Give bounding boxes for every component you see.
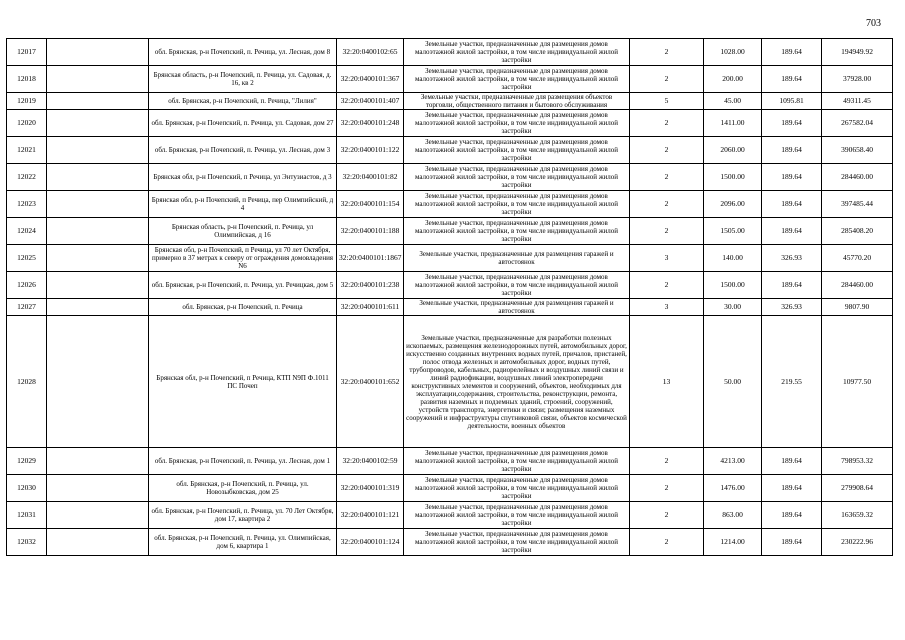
area-cell: 140.00 [704, 245, 762, 272]
blank-cell [47, 39, 149, 66]
address-cell: обл. Брянская, р-н Почепский, п. Речица, ул. Лесная, дом 3 [149, 137, 337, 164]
group-cell: 2 [630, 66, 704, 93]
address-cell: Брянская область, р-н Почепский, п. Речица, ул Олимпийская, д 16 [149, 218, 337, 245]
table-row [7, 448, 893, 475]
group-cell: 2 [630, 39, 704, 66]
land-category-cell: Земельные участки, предназначенные для размещения домов малоэтажной жилой застройки, в том числе индивидуальной жилой застройки [404, 448, 630, 475]
table-row [7, 245, 893, 272]
rate-cell: 189.64 [762, 66, 822, 93]
blank-cell [47, 93, 149, 110]
rate-cell: 1095.81 [762, 93, 822, 110]
cadastral-value-cell: 49311.45 [822, 93, 893, 110]
address-cell: Брянская обл, р-н Почепский, п Речица, ул Энтузиастов, д 3 [149, 164, 337, 191]
cadastral-number-cell: 32:20:0400101:122 [337, 137, 404, 164]
land-category-cell: Земельные участки, предназначенные для размещения гаражей и автостоянок [404, 299, 630, 316]
area-cell: 1411.00 [704, 110, 762, 137]
rate-cell: 189.64 [762, 137, 822, 164]
group-cell: 2 [630, 475, 704, 502]
address-cell: обл. Брянская, р-н Почепский, п. Речица, ул. Олимпийская, дом 6, квартира 1 [149, 529, 337, 556]
cadastral-value-cell: 267582.04 [822, 110, 893, 137]
row-number-cell: 12031 [7, 502, 47, 529]
land-category-cell: Земельные участки, предназначенные для размещения домов малоэтажной жилой застройки, в том числе индивидуальной жилой застройки [404, 475, 630, 502]
row-number-cell: 12022 [7, 164, 47, 191]
blank-cell [47, 272, 149, 299]
row-number-cell: 12021 [7, 137, 47, 164]
cadastral-value-cell: 230222.96 [822, 529, 893, 556]
group-cell: 2 [630, 448, 704, 475]
rate-cell: 219.55 [762, 316, 822, 448]
group-cell: 2 [630, 164, 704, 191]
row-number-cell: 12030 [7, 475, 47, 502]
land-category-cell: Земельные участки, предназначенные для размещения домов малоэтажной жилой застройки, в том числе индивидуальной жилой застройки [404, 66, 630, 93]
cadastral-value-cell: 285408.20 [822, 218, 893, 245]
row-number-cell: 12029 [7, 448, 47, 475]
address-cell: Брянская область, р-н Почепский, п. Речица, ул. Садовая, д. 16, кв 2 [149, 66, 337, 93]
land-category-cell: Земельные участки, предназначенные для размещения домов малоэтажной жилой застройки, в том числе индивидуальной жилой застройки [404, 218, 630, 245]
group-cell: 2 [630, 529, 704, 556]
page-number: 703 [866, 18, 881, 29]
area-cell: 4213.00 [704, 448, 762, 475]
land-category-cell: Земельные участки, предназначенные для размещения домов малоэтажной жилой застройки, в том числе индивидуальной жилой застройки [404, 272, 630, 299]
row-number-cell: 12019 [7, 93, 47, 110]
area-cell: 45.00 [704, 93, 762, 110]
area-cell: 200.00 [704, 66, 762, 93]
cadastral-number-cell: 32:20:0400102:59 [337, 448, 404, 475]
address-cell: обл. Брянская, р-н Почепский, п. Речица, ул. Речицкая, дом 5 [149, 272, 337, 299]
address-cell: обл. Брянская, р-н Почепский, п. Речица, ул. Садовая, дом 27 [149, 110, 337, 137]
area-cell: 1476.00 [704, 475, 762, 502]
blank-cell [47, 316, 149, 448]
address-cell: обл. Брянская, р-н Почепский, п. Речица, ул. 70 Лет Октября, дом 17, квартира 2 [149, 502, 337, 529]
land-category-cell: Земельные участки, предназначенные для размещения домов малоэтажной жилой застройки, в том числе индивидуальной жилой застройки [404, 164, 630, 191]
table-row [7, 475, 893, 502]
cadastral-value-cell: 279908.64 [822, 475, 893, 502]
group-cell: 3 [630, 299, 704, 316]
table-row [7, 39, 893, 66]
rate-cell: 189.64 [762, 475, 822, 502]
blank-cell [47, 164, 149, 191]
table-row [7, 93, 893, 110]
land-registry-table [6, 38, 893, 556]
address-cell: обл. Брянская, р-н Почепский, п. Речица, ул. Лесная, дом 8 [149, 39, 337, 66]
cadastral-number-cell: 32:20:0400101:82 [337, 164, 404, 191]
cadastral-value-cell: 397485.44 [822, 191, 893, 218]
row-number-cell: 12020 [7, 110, 47, 137]
area-cell: 2060.00 [704, 137, 762, 164]
cadastral-number-cell: 32:20:0400101:1867 [337, 245, 404, 272]
blank-cell [47, 475, 149, 502]
table-row [7, 502, 893, 529]
row-number-cell: 12017 [7, 39, 47, 66]
cadastral-number-cell: 32:20:0400101:154 [337, 191, 404, 218]
land-category-cell: Земельные участки, предназначенные для размещения домов малоэтажной жилой застройки, в том числе индивидуальной жилой застройки [404, 191, 630, 218]
cadastral-value-cell: 10977.50 [822, 316, 893, 448]
address-cell: обл. Брянская, р-н Почепский, п. Речица, "Лилия" [149, 93, 337, 110]
table-row [7, 164, 893, 191]
table-row [7, 191, 893, 218]
blank-cell [47, 218, 149, 245]
group-cell: 2 [630, 110, 704, 137]
table-row [7, 529, 893, 556]
group-cell: 2 [630, 272, 704, 299]
rate-cell: 189.64 [762, 39, 822, 66]
table-row [7, 137, 893, 164]
cadastral-value-cell: 45770.20 [822, 245, 893, 272]
table-row [7, 272, 893, 299]
rate-cell: 189.64 [762, 448, 822, 475]
rate-cell: 326.93 [762, 245, 822, 272]
row-number-cell: 12025 [7, 245, 47, 272]
rate-cell: 189.64 [762, 502, 822, 529]
land-category-cell: Земельные участки, предназначенные для размещения гаражей и автостоянок [404, 245, 630, 272]
group-cell: 2 [630, 137, 704, 164]
cadastral-value-cell: 37928.00 [822, 66, 893, 93]
row-number-cell: 12027 [7, 299, 47, 316]
cadastral-value-cell: 194949.92 [822, 39, 893, 66]
cadastral-number-cell: 32:20:0400101:652 [337, 316, 404, 448]
table-row [7, 218, 893, 245]
land-category-cell: Земельные участки, предназначенные для размещения домов малоэтажной жилой застройки, в том числе индивидуальной жилой застройки [404, 137, 630, 164]
area-cell: 1214.00 [704, 529, 762, 556]
land-category-cell: Земельные участки, предназначенные для размещения домов малоэтажной жилой застройки, в том числе индивидуальной жилой застройки [404, 529, 630, 556]
group-cell: 3 [630, 245, 704, 272]
rate-cell: 189.64 [762, 110, 822, 137]
table-row [7, 299, 893, 316]
address-cell: обл. Брянская, р-н Почепский, п. Речица [149, 299, 337, 316]
cadastral-value-cell: 798953.32 [822, 448, 893, 475]
blank-cell [47, 66, 149, 93]
rate-cell: 189.64 [762, 164, 822, 191]
area-cell: 30.00 [704, 299, 762, 316]
row-number-cell: 12032 [7, 529, 47, 556]
cadastral-number-cell: 32:20:0400101:407 [337, 93, 404, 110]
land-category-cell: Земельные участки, предназначенные для размещения домов малоэтажной жилой застройки, в том числе индивидуальной жилой застройки [404, 502, 630, 529]
blank-cell [47, 137, 149, 164]
blank-cell [47, 245, 149, 272]
rate-cell: 189.64 [762, 218, 822, 245]
cadastral-number-cell: 32:20:0400101:611 [337, 299, 404, 316]
area-cell: 1028.00 [704, 39, 762, 66]
blank-cell [47, 448, 149, 475]
group-cell: 2 [630, 502, 704, 529]
cadastral-number-cell: 32:20:0400101:367 [337, 66, 404, 93]
address-cell: обл. Брянская, р-н Почепский, п. Речица, ул. Новозыбковская, дом 25 [149, 475, 337, 502]
rate-cell: 189.64 [762, 272, 822, 299]
land-category-cell: Земельные участки, предназначенные для разработки полезных ископаемых, размещения железнодорожных путей, автомобильных дорог, искусственно созданных внутренних водных путей, причалов, пристаней, полос отвода железных и автомобильных дорог, водных путей, трубопроводов, кабельных, радиорелейных и воздушных линий связи и линий радиофикации, воздушных линий электропередачи конструктивных элементов и сооружений, объектов, необходимых для эксплуатации,содержания, строительства, реконструкции, ремонта, развития наземных и подземных зданий, строений, сооружений, устройств транспорта, энергетики и связи; размещения наземных сооружений и инфраструктуры спутниковой связи, объектов космической деятельности, военных объектов [404, 316, 630, 448]
row-number-cell: 12028 [7, 316, 47, 448]
cadastral-number-cell: 32:20:0400101:124 [337, 529, 404, 556]
address-cell: Брянская обл, р-н Почепский, п Речица, пер Олимпийский, д 4 [149, 191, 337, 218]
row-number-cell: 12026 [7, 272, 47, 299]
blank-cell [47, 502, 149, 529]
rate-cell: 189.64 [762, 529, 822, 556]
group-cell: 13 [630, 316, 704, 448]
table-body [7, 39, 893, 556]
cadastral-value-cell: 163659.32 [822, 502, 893, 529]
cadastral-value-cell: 284460.00 [822, 272, 893, 299]
cadastral-number-cell: 32:20:0400101:238 [337, 272, 404, 299]
cadastral-number-cell: 32:20:0400101:319 [337, 475, 404, 502]
blank-cell [47, 110, 149, 137]
area-cell: 1500.00 [704, 164, 762, 191]
land-category-cell: Земельные участки, предназначенные для размещения домов малоэтажной жилой застройки, в том числе индивидуальной жилой застройки [404, 110, 630, 137]
cadastral-number-cell: 32:20:0400101:188 [337, 218, 404, 245]
cadastral-value-cell: 390658.40 [822, 137, 893, 164]
blank-cell [47, 299, 149, 316]
row-number-cell: 12023 [7, 191, 47, 218]
rate-cell: 189.64 [762, 191, 822, 218]
area-cell: 50.00 [704, 316, 762, 448]
area-cell: 863.00 [704, 502, 762, 529]
land-category-cell: Земельные участки, предназначенные для размещения домов малоэтажной жилой застройки, в том числе индивидуальной жилой застройки [404, 39, 630, 66]
cadastral-value-cell: 284460.00 [822, 164, 893, 191]
area-cell: 1500.00 [704, 272, 762, 299]
group-cell: 2 [630, 218, 704, 245]
cadastral-value-cell: 9807.90 [822, 299, 893, 316]
table-row [7, 110, 893, 137]
address-cell: обл. Брянская, р-н Почепский, п. Речица, ул. Лесная, дом 1 [149, 448, 337, 475]
blank-cell [47, 191, 149, 218]
group-cell: 2 [630, 191, 704, 218]
group-cell: 5 [630, 93, 704, 110]
area-cell: 1505.00 [704, 218, 762, 245]
blank-cell [47, 529, 149, 556]
cadastral-number-cell: 32:20:0400101:248 [337, 110, 404, 137]
table-row [7, 316, 893, 448]
area-cell: 2096.00 [704, 191, 762, 218]
cadastral-number-cell: 32:20:0400102:65 [337, 39, 404, 66]
table-row [7, 66, 893, 93]
row-number-cell: 12018 [7, 66, 47, 93]
row-number-cell: 12024 [7, 218, 47, 245]
rate-cell: 326.93 [762, 299, 822, 316]
cadastral-number-cell: 32:20:0400101:121 [337, 502, 404, 529]
land-category-cell: Земельные участки, предназначенные для размещения объектов торговли, общественного питания и бытового обслуживания [404, 93, 630, 110]
address-cell: Брянская обл, р-н Почепский, п Речица, ул 70 лет Октября, примерно в 37 метрах к северу от ограждения домовладения N6 [149, 245, 337, 272]
address-cell: Брянская обл, р-н Почепский, п Речица, КТП N9П Ф.1011 ПС Почеп [149, 316, 337, 448]
